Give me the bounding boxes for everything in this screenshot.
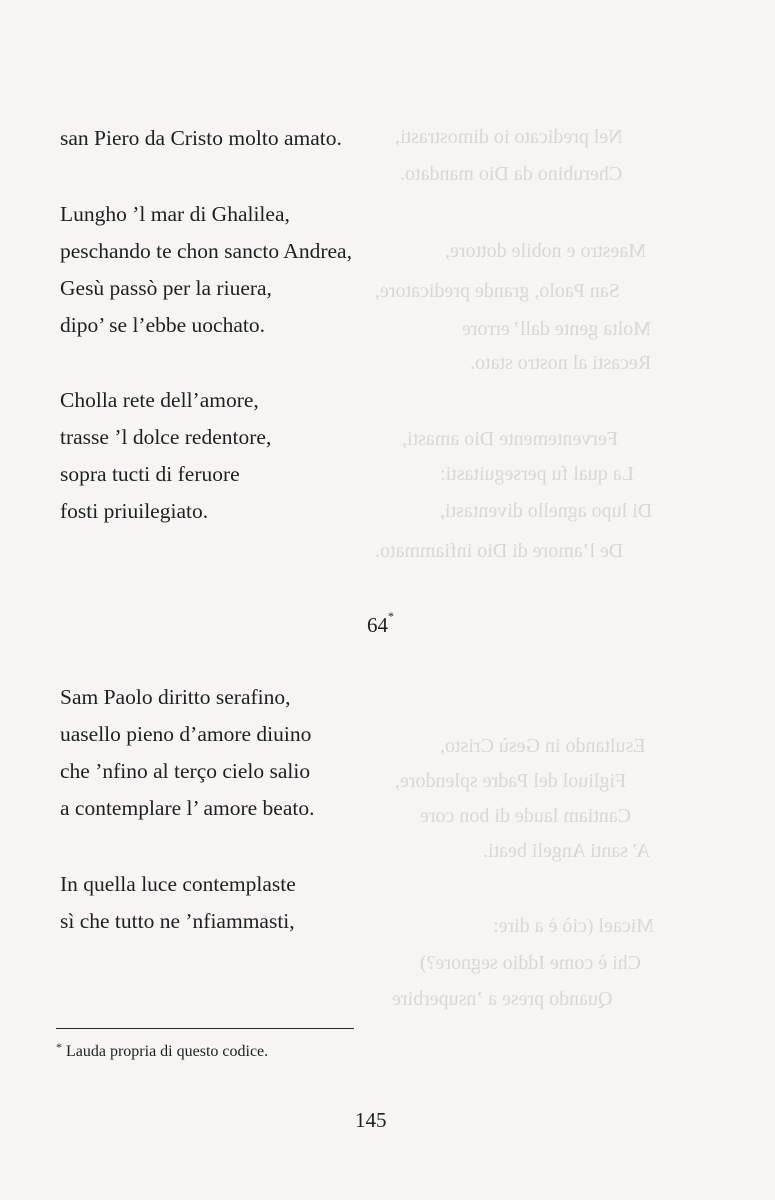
verse-line: Lungho ’l mar di Ghalilea, xyxy=(60,202,290,226)
verse-line: sì che tutto ne ’nfiammasti, xyxy=(60,909,295,933)
footnote-mark: * xyxy=(56,1040,62,1054)
verse-line: Cholla rete dell’amore, xyxy=(60,388,259,412)
verse-line: uasello pieno d’amore diuino xyxy=(60,722,312,746)
verse-line: trasse ’l dolce redentore, xyxy=(60,425,272,449)
show-through-background: Nel predicato io dimostrasti, Cherubino da Dio mandato. Maestro e nobile dottore, San Paolo, grande predicatore, Molta gente dall’ errore Recasti al nostro stato. Ferventemente Dio amasti, La qual fu perseguitasti: Di lupo agnello diventasti, De l’amore di Dio infiammato. Esultando in Gesù Cristo, Figliuol del Padre splendore, Cantiam laude di bon core A’ santi Angeli beati. Micael (ciò è a dire: Chi è come Iddio segnore?) Quando prese a ’nsuperbire xyxy=(375,126,655,1010)
verse-line: fosti priuilegiato. xyxy=(60,499,209,523)
verse-line: Gesù passò per la riuera, xyxy=(60,276,272,300)
verse-line: san Piero da Cristo molto amato. xyxy=(60,126,342,150)
verse-line: sopra tucti di feruore xyxy=(60,462,240,486)
verse-line: a contemplare l’ amore beato. xyxy=(60,796,315,820)
verse-line: dipo’ se l’ebbe uochato. xyxy=(60,313,265,337)
verse-line: In quella luce contemplaste xyxy=(60,872,296,896)
lauda-number: 64 xyxy=(367,613,388,637)
verse-line: Sam Paolo diritto serafino, xyxy=(60,685,291,709)
footnote-divider xyxy=(56,1028,354,1029)
footnote-text: Lauda propria di questo codice. xyxy=(66,1043,269,1060)
lauda-number-heading xyxy=(367,607,394,638)
verse-line: che ’nfino al terço cielo salio xyxy=(60,759,311,783)
page-number: 145 xyxy=(355,1108,387,1132)
footnote xyxy=(56,1042,268,1062)
footnote-reference-mark: * xyxy=(388,609,394,623)
verse-line: peschando te chon sancto Andrea, xyxy=(60,239,352,263)
